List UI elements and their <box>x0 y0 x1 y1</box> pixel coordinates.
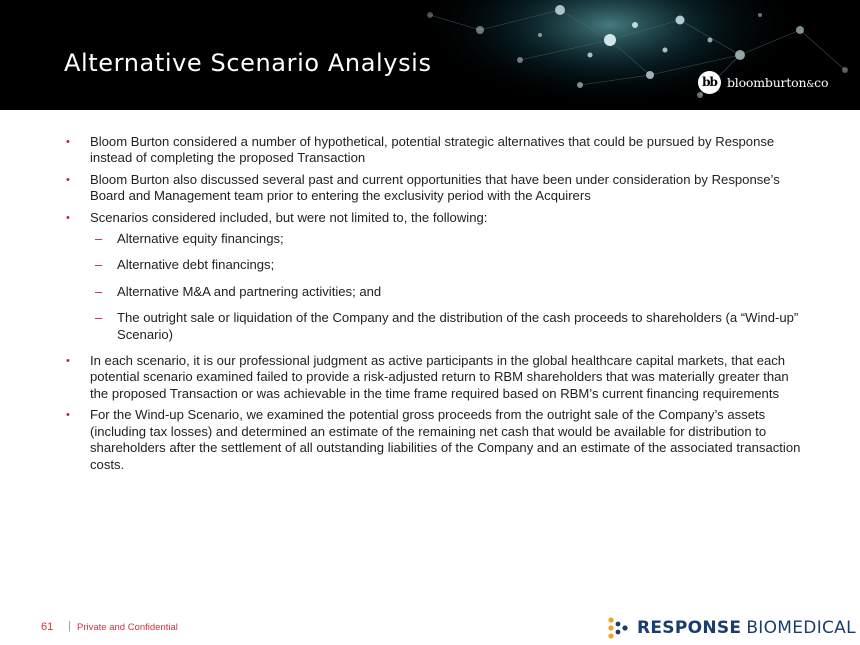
header-banner <box>0 0 860 110</box>
bloom-burton-logo <box>698 68 828 96</box>
bullet-item: • Scenarios considered included, but were not limited to, the following: <box>66 210 806 226</box>
sub-bullet-list <box>66 231 806 343</box>
brand-name: bloomburton <box>727 74 807 90</box>
bullet-item: • For the Wind-up Scenario, we examined the potential gross proceeds from the outright sale of the Company’s assets (including tax losses) and determined an estimate of the remaining net cash that would be available for distribution to shareholders after the settlement of all outstanding liabilities of the Company and an estimate of the associated transaction costs. <box>66 407 806 473</box>
sub-bullet-item: – The outright sale or liquidation of the Company and the distribution of the cash proceeds to shareholders (a “Wind-up” Scenario) <box>66 310 806 343</box>
bloom-burton-mark-icon: bb <box>698 71 721 94</box>
biomedical-wordmark: BIOMEDICAL <box>746 618 856 638</box>
bullet-item: • Bloom Burton also discussed several past and current opportunities that have been under consideration by Response’s Board and Management team prior to entering the exclusivity period with the Acquirers <box>66 172 806 205</box>
brand-amp: & <box>806 79 815 90</box>
response-biomedical-logo <box>607 616 856 640</box>
sub-bullet-item: – Alternative equity financings; <box>66 231 806 247</box>
bullet-list <box>66 134 806 473</box>
sub-bullet-item: – Alternative debt financings; <box>66 257 806 273</box>
brand-suffix: co <box>814 74 829 90</box>
bloom-burton-wordmark <box>727 75 828 90</box>
slide-body <box>66 134 806 478</box>
page-title: Alternative Scenario Analysis <box>64 49 432 77</box>
bullet-item: • Bloom Burton considered a number of hypothetical, potential strategic alternatives that could be pursued by Response instead of completing the proposed Transaction <box>66 134 806 167</box>
confidentiality-label: Private and Confidential <box>77 622 178 633</box>
footer-separator: | <box>68 620 71 632</box>
response-wordmark: RESPONSE <box>637 618 742 638</box>
page-number: 61 <box>41 621 54 633</box>
response-biomedical-mark-icon <box>607 616 631 640</box>
bullet-item: • In each scenario, it is our professional judgment as active participants in the global healthcare capital markets, that each potential scenario examined failed to provide a risk-adjusted return to RBM shareholders that was materially greater than the proposed Transaction or was achievable in the time frame required based on RBM’s current financing requirements <box>66 353 806 402</box>
sub-bullet-item: – Alternative M&A and partnering activities; and <box>66 284 806 300</box>
sub-bullet-group <box>66 231 806 343</box>
